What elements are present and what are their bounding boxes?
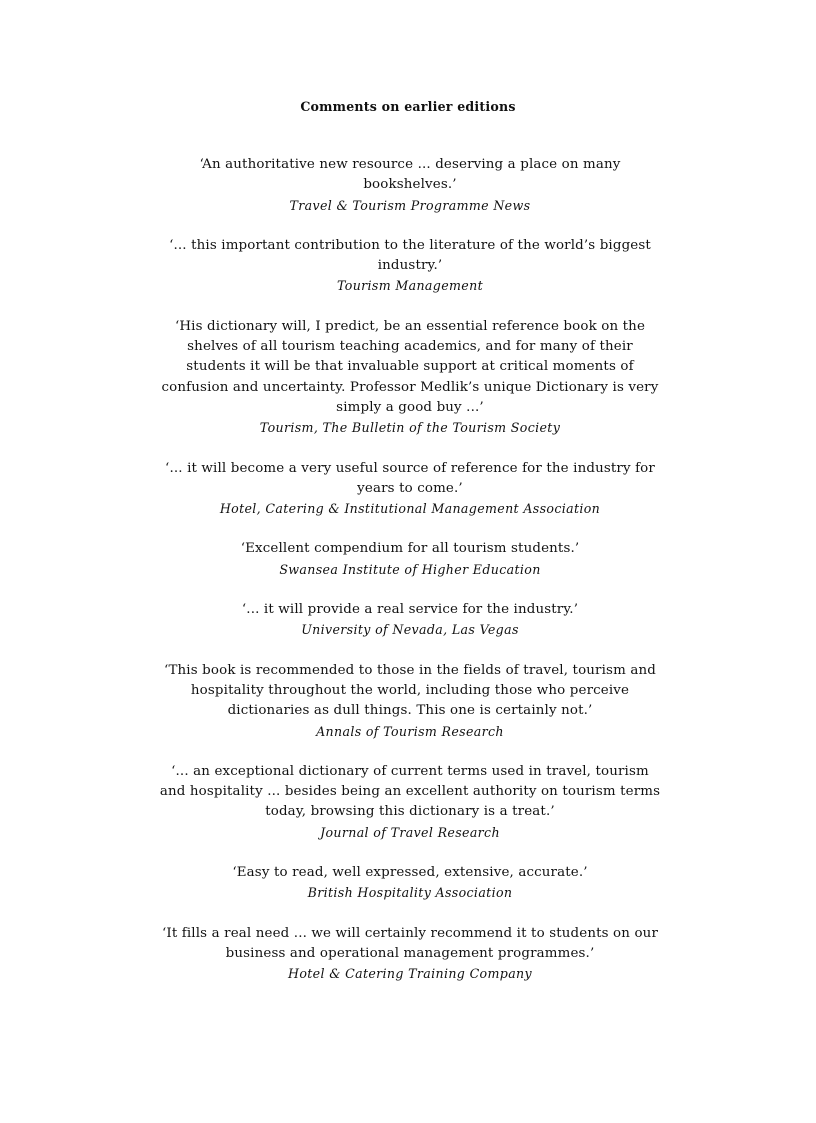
comment-item	[158, 762, 662, 843]
comment-source: Tourism, The Bulletin of the Tourism Society	[259, 420, 561, 436]
comment-item	[158, 317, 662, 439]
comment-source: Journal of Travel Research	[320, 824, 500, 840]
comment-source: Hotel & Catering Training Company	[288, 966, 532, 982]
comment-quote: ‘Easy to read, well expressed, extensive, accurate.’	[232, 865, 588, 881]
comment-item	[158, 459, 662, 520]
comment-quote: ‘... it will provide a real service for the industry.’	[241, 602, 579, 618]
comment-source: British Hospitality Association	[307, 885, 513, 901]
comment-item	[158, 600, 662, 641]
comment-quote: ‘This book is recommended to those in the fields of travel, tourism and hospitality throughout the world, including those who perceive dictionaries as dull things. This one is certainly not.’	[164, 662, 656, 719]
comment-item	[158, 539, 662, 580]
comment-source: Annals of Tourism Research	[316, 723, 504, 739]
comment-quote: ‘... an exceptional dictionary of current terms used in travel, tourism and hospitality ... besides being an excellent authority on tourism terms today, browsing this dictionary is a treat.’	[159, 763, 661, 820]
comment-item	[158, 863, 662, 904]
comment-source: Swansea Institute of Higher Education	[279, 561, 541, 577]
comment-item	[158, 924, 662, 985]
page-heading: Comments on earlier editions	[300, 99, 516, 114]
comment-source: Tourism Management	[337, 278, 483, 294]
comment-quote: ‘His dictionary will, I predict, be an essential reference book on the shelves of all tourism teaching academics, and for many of their students it will be that invaluable support at critical moments of confusion and uncertainty. Professor Medlik’s unique Dictionary is very simply a good buy ...’	[161, 318, 659, 415]
comment-quote: ‘It fills a real need ... we will certainly recommend it to students on our business and operational management programmes.’	[161, 925, 658, 961]
comment-item	[158, 155, 662, 216]
comment-quote: ‘Excellent compendium for all tourism students.’	[240, 541, 580, 557]
comment-quote: ‘... this important contribution to the literature of the world’s biggest industry.’	[169, 237, 651, 274]
comment-item	[158, 661, 662, 742]
comment-item	[158, 236, 662, 297]
comment-source: University of Nevada, Las Vegas	[301, 622, 519, 638]
comment-quote: ‘... it will become a very useful source of reference for the industry for years to come.’	[165, 460, 655, 496]
comment-source: Travel & Tourism Programme News	[289, 197, 531, 213]
comment-quote: ‘An authoritative new resource ... deserving a place on many bookshelves.’	[199, 157, 621, 193]
comments-list	[158, 155, 662, 1005]
comment-source: Hotel, Catering & Institutional Management Association	[219, 501, 601, 517]
